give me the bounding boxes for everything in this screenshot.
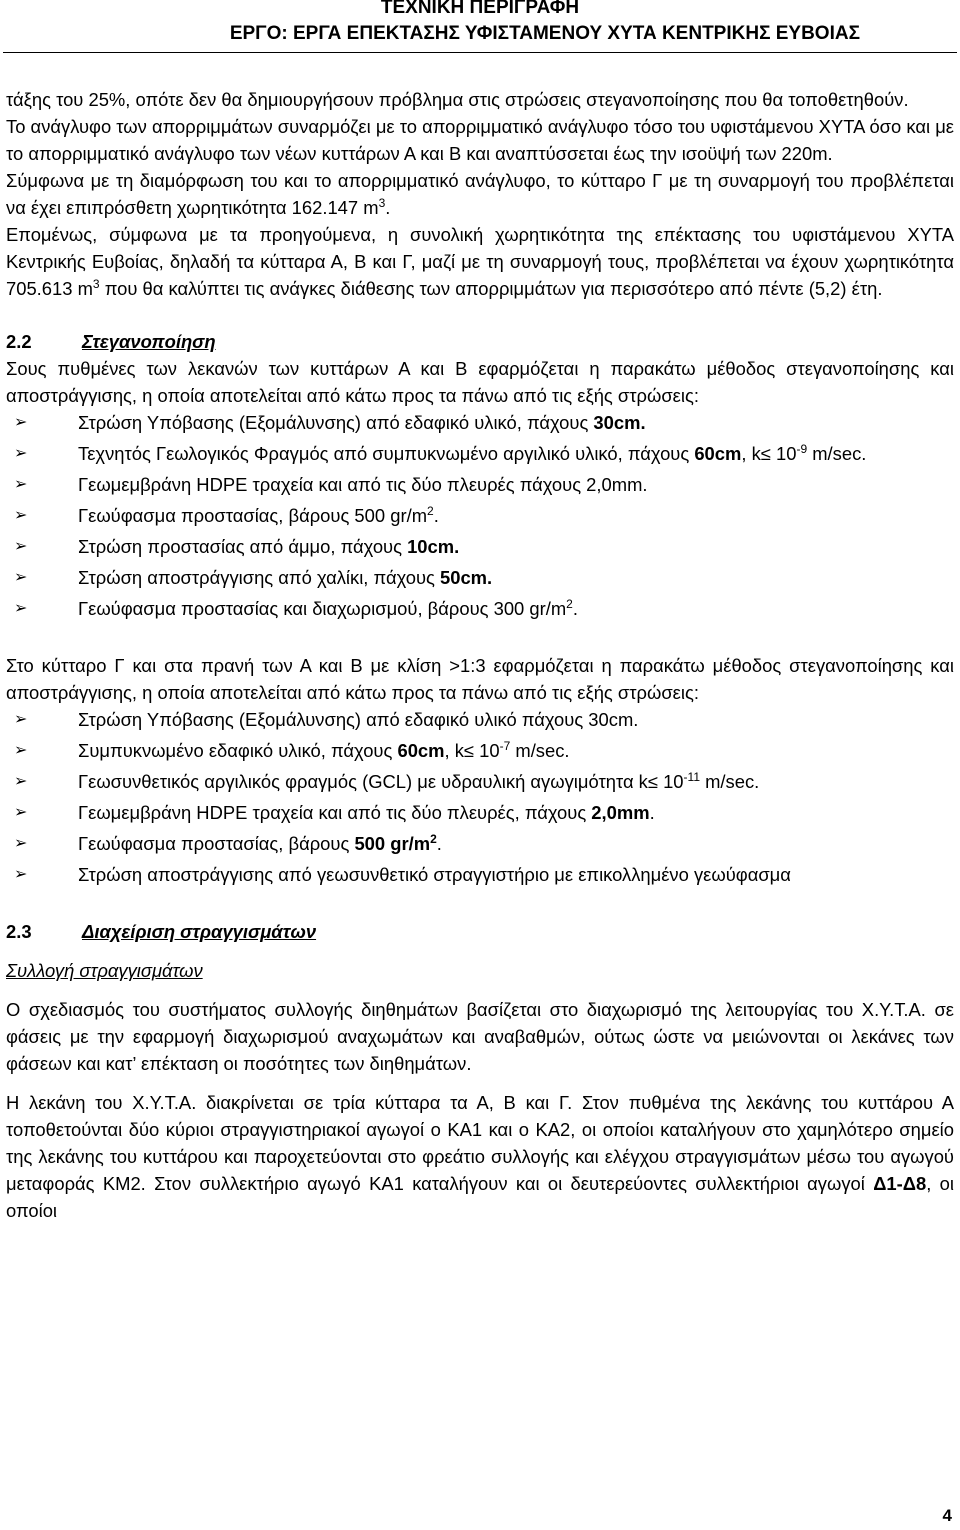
page-number: 4 — [942, 1506, 952, 1525]
list-item: ➢ Γεωσυνθετικός αργιλικός φραγμός (GCL) με υδραυλική αγωγιμότητα $k\le 10^{-11}$ m/sec. — [6, 768, 954, 795]
page-body — [6, 86, 954, 1224]
arrow-bullet-icon: ➢ — [14, 476, 28, 493]
subheading: Συλλογή στραγγισμάτων — [6, 960, 203, 981]
paragraph: Ο σχεδιασμός του συστήματος συλλογής διηθημάτων βασίζεται στο διαχωρισμό της λειτουργίας του Χ.Υ.Τ.Α. σε φάσεις με την εφαρμογή διαχωρισμού αναχωμάτων και αναβαθμών, ούτως ώστε να μειώνονται οι λεκάνες των φάσεων και κατ’ επέκταση οι ποσότητες των διηθημάτων. — [6, 999, 954, 1074]
arrow-bullet-icon: ➢ — [14, 569, 28, 586]
list-item: ➢ Γεωύφασμα προστασίας, βάρους 500 $gr/m^2$. — [6, 502, 954, 529]
list-item: ➢ Τεχνητός Γεωλογικός Φραγμός από συμπυκνωμένο αργιλικό υλικό, πάχους 60cm, $k\le 10^{-9}$ m/sec. — [6, 440, 954, 467]
paragraph: τάξης του 25%, οπότε δεν θα δημιουργήσουν πρόβλημα στις στρώσεις στεγανοποίησης που θα τοποθετηθούν. — [6, 89, 909, 110]
arrow-bullet-icon: ➢ — [14, 866, 28, 883]
arrow-bullet-icon: ➢ — [14, 835, 28, 852]
arrow-bullet-icon: ➢ — [14, 600, 28, 617]
layers-list-c — [6, 706, 954, 888]
arrow-bullet-icon: ➢ — [14, 414, 28, 431]
arrow-bullet-icon: ➢ — [14, 773, 28, 790]
list-item: ➢ Στρώση αποστράγγισης από χαλίκι, πάχους 50cm. — [6, 564, 954, 591]
list-item: ➢ Γεωμεμβράνη HDPE τραχεία και από τις δύο πλευρές, πάχους 2,0mm. — [6, 799, 954, 826]
arrow-bullet-icon: ➢ — [14, 507, 28, 524]
paragraph: Επομένως, σύμφωνα με τα προηγούμενα, η συνολική χωρητικότητα της επέκτασης του υφιστάμενου ΧΥΤΑ Κεντρικής Ευβοίας, δηλαδή τα κύτταρα Α, Β και Γ, μαζί με τη συναρμογή τους, προβλέπεται να έχουν χωρητικότητα 705.613 $m^3$ που θα καλύπτει τις ανάγκες διάθεσης των απορριμμάτων για περισσότερο από πέντε (5,2) έτη. — [6, 224, 954, 299]
list-item: ➢ Στρώση Υπόβασης (Εξομάλυνσης) από εδαφικό υλικό, πάχους 30cm. — [6, 409, 954, 436]
arrow-bullet-icon: ➢ — [14, 742, 28, 759]
paragraph: Η λεκάνη του Χ.Υ.Τ.Α. διακρίνεται σε τρία κύτταρα τα Α, Β και Γ. Στον πυθμένα της λεκάνης του κυττάρου Α τοποθετούνται δύο κύριοι στραγγιστηριακοί αγωγοί ο ΚΑ1 και ο ΚΑ2, οι οποίοι καταλήγουν στο χαμηλότερο σημείο της λεκάνης του κυττάρου και παροχετεύονται στο φρεάτιο συλλογής και ελέγχου στραγγισμάτων μέσω του αγωγού μεταφοράς ΚΜ2. Στον συλλεκτήριο αγωγό ΚΑ1 καταλήγουν και οι δευτερεύοντες συλλεκτήριοι αγωγοί Δ1-Δ8, οι οποίοι — [6, 1092, 954, 1221]
paragraph: Σους πυθμένες των λεκανών των κυττάρων Α και Β εφαρμόζεται η παρακάτω μέθοδος στεγανοποίησης και αποστράγγισης, η οποία αποτελείται από κάτω προς τα πάνω από τις εξής στρώσεις: — [6, 358, 954, 406]
list-item: ➢ Γεωύφασμα προστασίας και διαχωρισμού, βάρους 300 $gr/m^2$. — [6, 595, 954, 622]
paragraph: Το ανάγλυφο των απορριμμάτων συναρμόζει με το απορριμματικό ανάγλυφο τόσο του υφιστάμενου ΧΥΤΑ όσο και με το απορριμματικό ανάγλυφο των νέων κυττάρων Α και Β και αναπτύσσεται έως την ισοϋψή των 220m. — [6, 116, 954, 164]
arrow-bullet-icon: ➢ — [14, 804, 28, 821]
list-item: ➢ Στρώση προστασίας από άμμο, πάχους 10cm. — [6, 533, 954, 560]
document-title: ΤΕΧΝΙΚΗ ΠΕΡΙΓΡΑΦΗ — [380, 0, 580, 18]
arrow-bullet-icon: ➢ — [14, 445, 28, 462]
list-item: ➢ Στρώση αποστράγγισης από γεωσυνθετικό στραγγιστήριο με επικολλημένο γεωύφασμα — [6, 861, 954, 888]
header-divider — [3, 52, 957, 53]
section-heading-2-2: 2.2 Στεγανοποίηση — [6, 331, 216, 352]
layers-list-a-b — [6, 409, 954, 622]
section-heading-2-3: 2.3 Διαχείριση στραγγισμάτων — [6, 921, 317, 942]
list-item: ➢ Γεωύφασμα προστασίας, βάρους 500 $gr/m^2$. — [6, 830, 954, 857]
list-item: ➢ Γεωμεμβράνη HDPE τραχεία και από τις δύο πλευρές πάχους 2,0mm. — [6, 471, 954, 498]
arrow-bullet-icon: ➢ — [14, 538, 28, 555]
list-item: ➢ Στρώση Υπόβασης (Εξομάλυνσης) από εδαφικό υλικό πάχους 30cm. — [6, 706, 954, 733]
arrow-bullet-icon: ➢ — [14, 711, 28, 728]
paragraph: Στο κύτταρο Γ και στα πρανή των Α και Β με κλίση >1:3 εφαρμόζεται η παρακάτω μέθοδος στεγανοποίησης και αποστράγγισης, η οποία αποτελείται από κάτω προς τα πάνω από τις εξής στρώσεις: — [6, 655, 954, 703]
paragraph: Σύμφωνα με τη διαμόρφωση του και το απορριμματικό ανάγλυφο, το κύτταρο Γ με τη συναρμογή του προβλέπεται να έχει επιπρόσθετη χωρητικότητα 162.147 $m^3$. — [6, 170, 954, 218]
list-item: ➢ Συμπυκνωμένο εδαφικό υλικό, πάχους 60cm, $k\le 10^{-7}$ m/sec. — [6, 737, 954, 764]
project-title: ΕΡΓΟ: ΕΡΓΑ ΕΠΕΚΤΑΣΗΣ ΥΦΙΣΤΑΜΕΝΟΥ ΧΥΤΑ ΚΕΝΤΡΙΚΗΣ ΕΥΒΟΙΑΣ — [229, 23, 860, 44]
